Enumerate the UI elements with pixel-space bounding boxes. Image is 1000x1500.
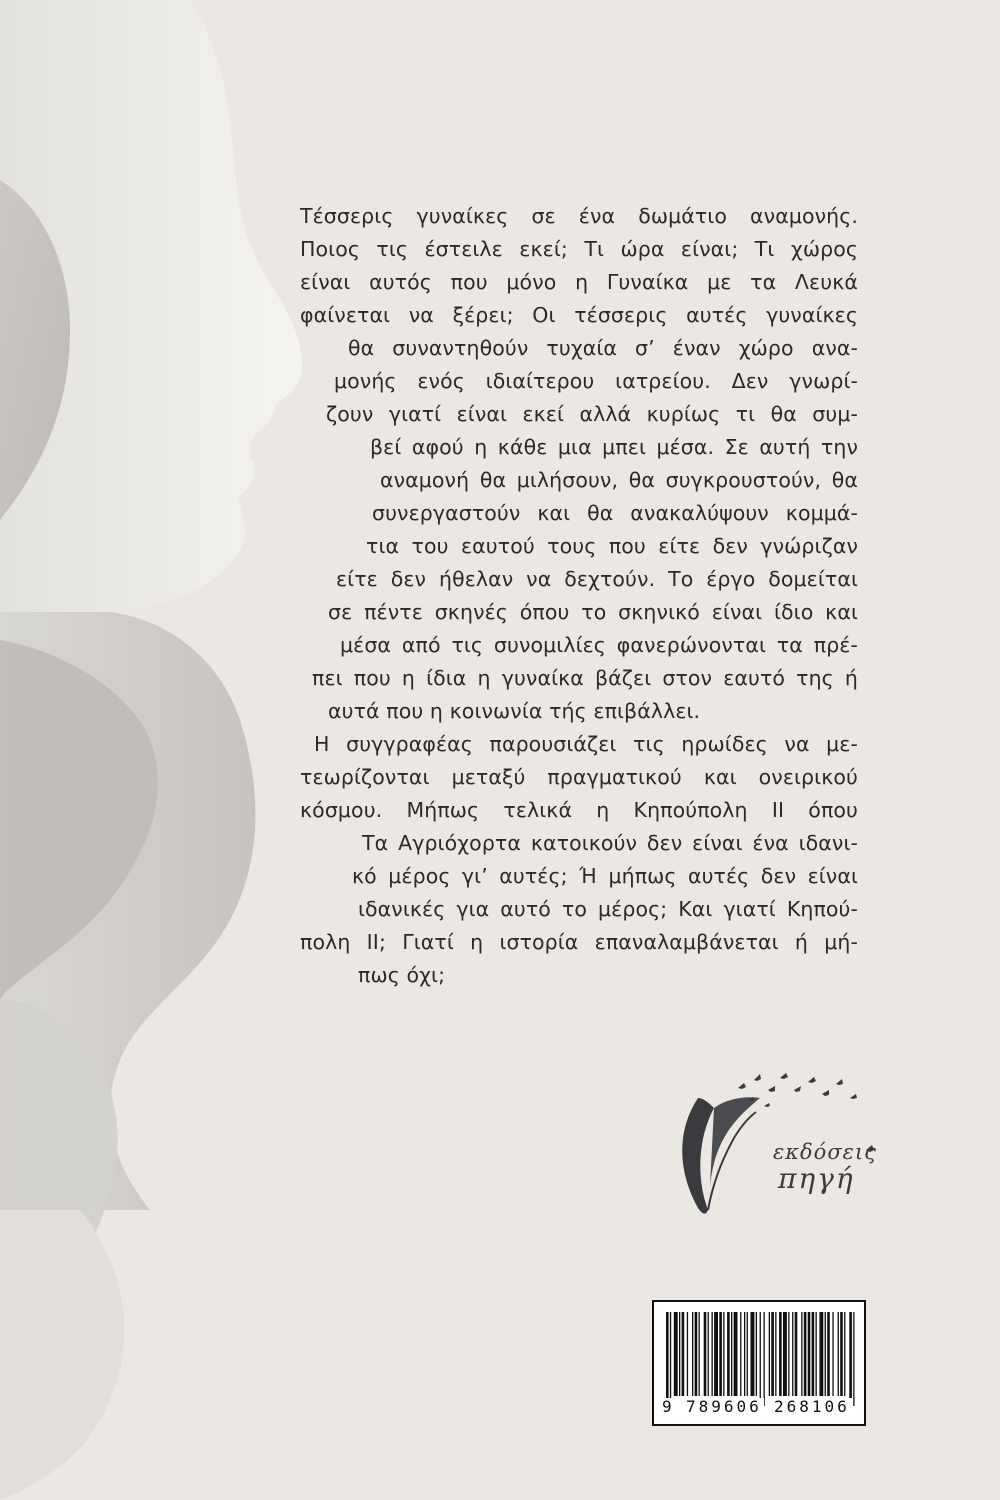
barcode-bar [674,1312,678,1396]
publisher-logo [668,1068,898,1218]
barcode-bar [825,1312,826,1396]
barcode-digits-group2: 268106 [774,1397,850,1416]
barcode-bar [844,1312,845,1396]
barcode-bar [816,1312,817,1396]
barcode-bar [779,1312,782,1396]
barcode-bar [804,1312,807,1396]
barcode-bar [792,1312,793,1396]
blurb-line: τια του εαυτού τους που είτε δεν γνώριζαν [366,534,858,558]
blurb-line: αναμονή θα μιλήσουν, θα συγκρουστούν, θα [380,468,858,492]
blurb-line: ιδανικές για αυτό το μέρος; Και γιατί Κηπού- [358,897,858,921]
blurb-line: βεί αφού η κάθε μια μπει μέσα. Σε αυτή την [370,435,858,459]
barcode-bar [744,1312,745,1396]
barcode-bar [838,1312,839,1396]
publisher-name-line2: πηγή [778,1162,855,1195]
isbn-barcode [652,1300,866,1426]
blurb-line: φαίνεται να ξέρει; Οι τέσσερις αυτές γυναίκες [300,303,858,327]
barcode-bar [682,1312,685,1396]
barcode-bar [832,1312,833,1396]
barcode-bar [849,1312,852,1406]
barcode-digits-group1: 789606 [686,1397,762,1416]
barcode-bar [695,1312,698,1396]
blurb-line: μονής ενός ιδιαίτερου ιατρείου. Δεν γνωρί- [334,369,858,393]
blurb-line: είναι αυτός που μόνο η Γυναίκα με τα Λευκά [300,270,858,294]
barcode-bar [670,1312,671,1406]
barcode-bar [740,1312,741,1396]
blurb-line: κό μέρος γι’ αυτές; Ή μήπως αυτές δεν είναι [352,864,858,888]
barcode-bars [664,1312,858,1406]
barcode-bar [734,1312,738,1396]
blurb-line: Τέσσερις γυναίκες σε ένα δωμάτιο αναμονής. [300,204,858,228]
blurb-line: μέσα από τις συνομιλίες φανερώνονται τα πρέ- [340,633,858,657]
barcode-bar [692,1312,693,1396]
blurb-line: πως όχι; [358,963,446,987]
barcode-bar [679,1312,680,1396]
barcode-bar [731,1312,732,1396]
barcode-bar [819,1312,823,1396]
barcode-bar [795,1312,798,1396]
barcode-bar [751,1312,755,1396]
barcode-bar [699,1312,700,1396]
barcode-digit-first: 9 [662,1397,672,1416]
barcode-bar [666,1312,669,1406]
barcode-bar [747,1312,748,1396]
blurb-line: αυτά που η κοινωνία τής επιβάλλει. [328,699,701,723]
barcode-bar [723,1312,724,1396]
barcode-bar [727,1312,730,1396]
blurb-line: είτε δεν ήθελαν να δεχτούν. Το έργο δομείται [336,567,858,591]
blurb-line: Η συγγραφέας παρουσιάζει τις ηρωίδες να με- [314,732,858,756]
barcode-bar [812,1312,815,1396]
barcode-bar [788,1312,789,1396]
publisher-name-line1: εκδόσεις [773,1140,877,1164]
barcode-bar [719,1312,722,1396]
barcode-bar [687,1312,688,1396]
barcode-bar [704,1312,707,1396]
blurb-line: πει που η ίδια η γυναίκα βάζει στον εαυτό της ή [312,666,858,690]
back-cover-blurb [300,200,858,992]
barcode-bar [756,1312,757,1396]
barcode-bar [771,1312,774,1396]
blurb-line: Τα Αγριόχορτα κατοικούν δεν είναι ένα ιδανι- [362,831,858,855]
barcode-bar [760,1312,761,1406]
barcode-bar [853,1312,854,1406]
barcode-bar [775,1312,776,1396]
barcode-bar [769,1312,770,1396]
blurb-line: πολη ΙΙ; Γιατί η ιστορία επαναλαμβάνεται ή μή- [300,930,858,954]
barcode-bar [783,1312,787,1396]
barcode-bar [827,1312,830,1396]
barcode-bar [801,1312,802,1396]
barcode-bar [714,1312,718,1396]
blurb-line: σε πέντε σκηνές όπου το σκηνικό είναι ίδιο και [328,600,858,624]
barcode-bar [708,1312,709,1396]
barcode-bar [808,1312,811,1396]
blurb-line: Ποιος τις έστειλε εκεί; Τι ώρα είναι; Τι χώρος [300,237,858,261]
barcode-bar [712,1312,713,1396]
blurb-line: θα συναντηθούν τυχαία σ’ έναν χώρο ανα- [348,336,858,360]
blurb-line: συνεργαστούν και θα ανακαλύψουν κομμά- [372,501,858,525]
barcode-bar [764,1312,765,1406]
blurb-line: κόσμου. Μήπως τελικά η Κηπούπολη ΙΙ όπου [300,798,858,822]
barcode-bar [840,1312,843,1396]
blurb-line: τεωρίζονται μεταξύ πραγματικού και ονειρικού [300,765,858,789]
blurb-line: ζουν γιατί είναι εκεί αλλά κυρίως τι θα συμ- [326,402,858,426]
